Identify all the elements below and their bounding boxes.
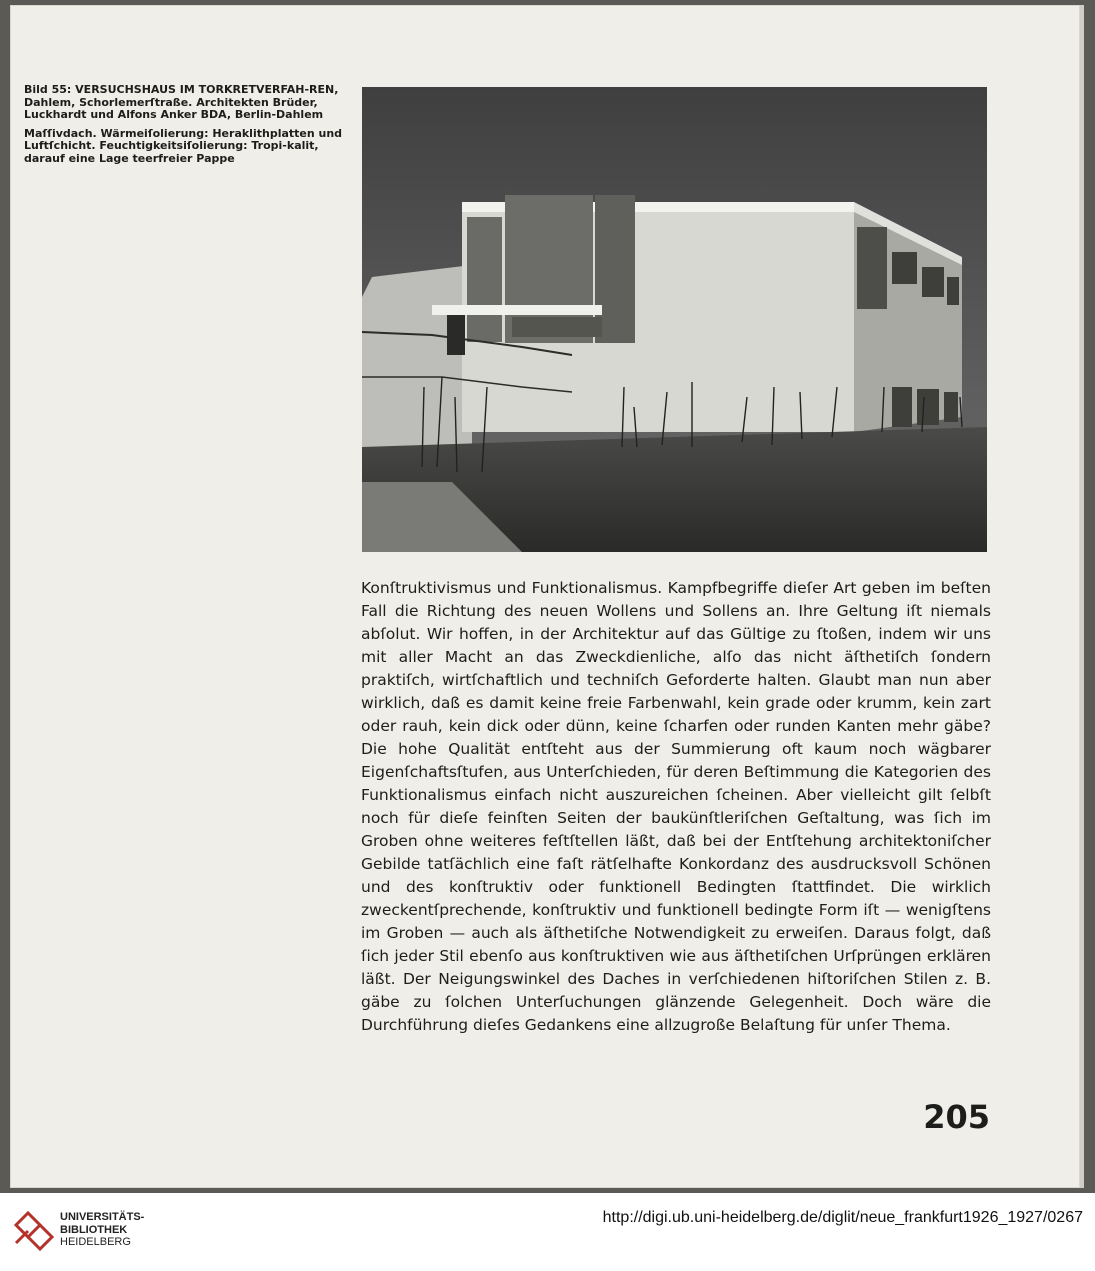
- page-number: 205: [923, 1098, 990, 1136]
- article-body-text: Konſtruktivismus und Funktionalismus. Kampfbegriffe dieſer Art geben im beſten Fall die Richtung des neuen Wollens und Sollens an. Ihre Geltung iſt niemals abſolut. Wir hoffen, in der Architektur auf das Gültige zu ſtoßen, indem wir uns mit aller Macht an das Zweckdienliche, alſo das nicht äſthetiſch ſondern praktiſch, wirtſchaftlich und techniſch Geforderte halten. Glaubt man nun aber wirklich, daß es damit keine freie Farbenwahl, kein grade oder krumm, kein zart oder rauh, kein dick oder dünn, keine ſcharfen oder runden Kanten mehr gäbe? Die hohe Qualität entſteht aus der Summierung oft kaum noch wägbarer Eigenſchaftsſtufen, aus Unterſchieden, für deren Beſtimmung die Kategorien des Funktionalismus einfach nicht auszureichen ſcheinen. Aber vielleicht gilt ſelbſt noch für dieſe feinſten Seiten der baukünſtleriſchen Geſtaltung, was ſich im Groben ohne weiteres feſtſtellen läßt, daß bei der Entſtehung architektoniſcher Gebilde tatſächlich eine faſt rätſelhafte Konkordanz des ausdrucksvoll Schönen und des konſtruktiv oder funktionell Bedingten ſtattfindet. Die wirklich zweckentſprechende, konſtruktiv und funktionell bedingte Form iſt — wenigſtens im Groben — auch als äſthetiſche Notwendigkeit zu erweiſen. Daraus folgt, daß ſich jeder Stil ebenſo aus konſtruktiven wie aus äſthetiſchen Urſprüngen erklären läßt. Der Neigungswinkel des Daches in verſchiedenen hiſtoriſchen Stilen z. B. gäbe zu ſolchen Unterſuchungen glänzende Gelegenheit. Doch wäre die Durchführung dieſes Gedankens eine allzugroße Belaſtung für unſer Thema.: [361, 579, 991, 1034]
- heidelberg-library-logo-icon[interactable]: [12, 1205, 56, 1255]
- figure-caption: [24, 84, 344, 171]
- institution-name[interactable]: UNIVERSITÄTS- BIBLIOTHEK HEIDELBERG: [60, 1211, 145, 1248]
- house-photograph: [362, 87, 987, 552]
- page-edge: [1080, 5, 1084, 1188]
- caption-heading: Bild 55: VERSUCHSHAUS IM TORKRETVERFAH-REN, Dahlem, Schorlemerſtraße. Architekten Brüder, Luckhardt und Alfons Anker BDA, Berlin-Dahlem: [24, 83, 339, 121]
- viewer-footer: [0, 1193, 1095, 1271]
- source-url-link[interactable]: http://digi.ub.uni-heidelberg.de/diglit/neue_frankfurt1926_1927/0267: [602, 1209, 1083, 1226]
- caption-details: Maſſivdach. Wärmeiſolierung: Heraklithplatten und Luftſchicht. Feuchtigkeitsiſolierung: Tropi-kalit, darauf eine Lage teerfreier Pappe: [24, 126, 343, 165]
- house-photo-illustration: [362, 87, 987, 552]
